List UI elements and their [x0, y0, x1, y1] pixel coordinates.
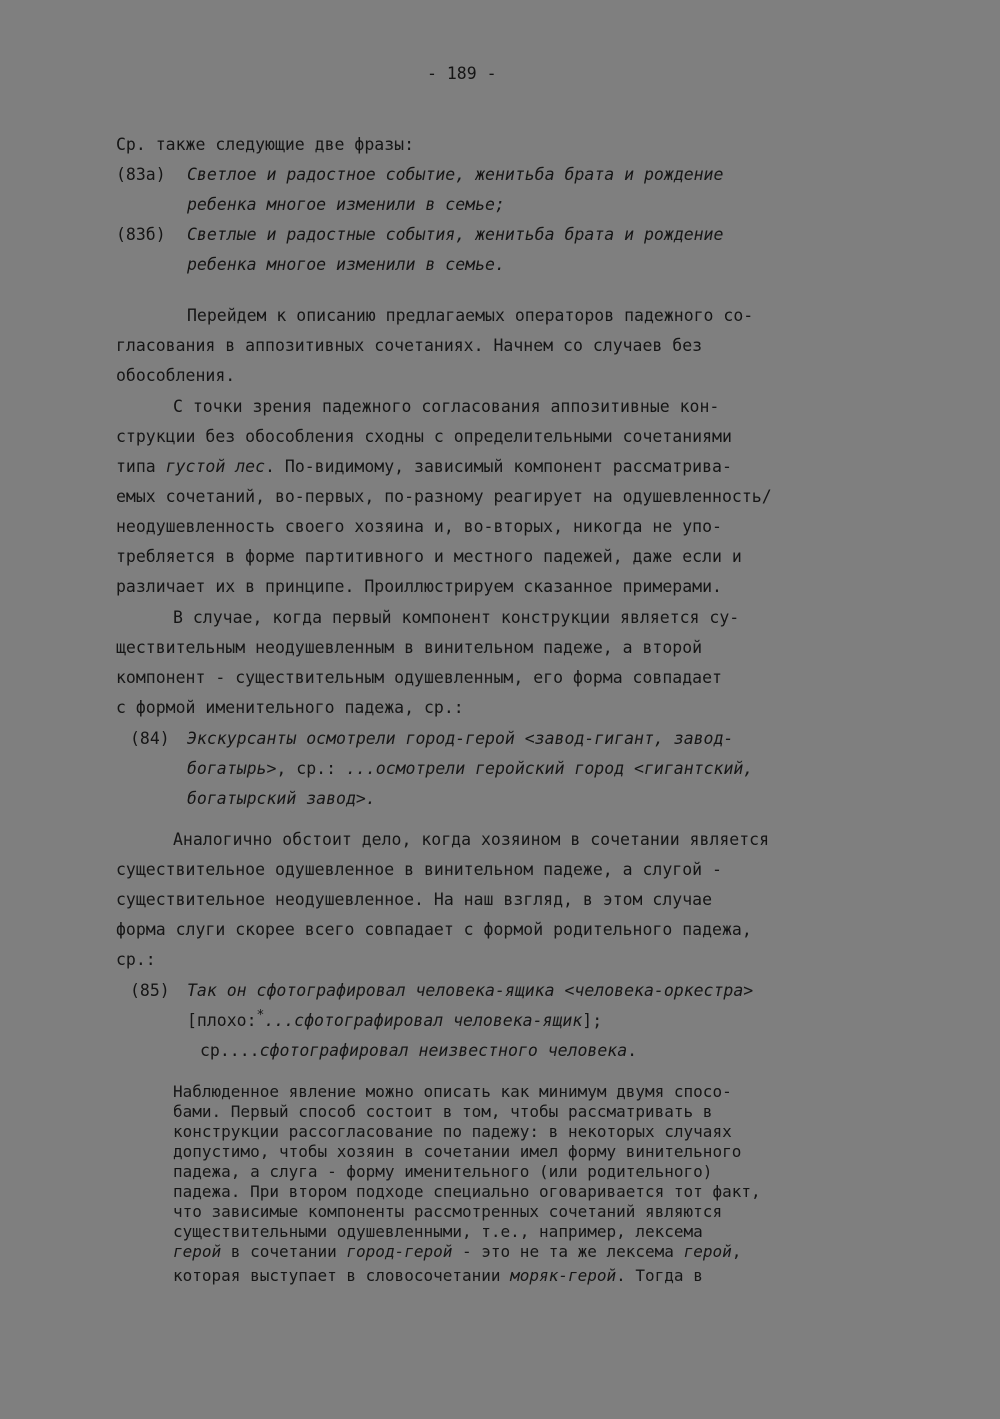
example-84-line-2 — [187, 759, 753, 779]
paragraph-1-line: гласования в аппозитивных сочетаниях. Начнем со случаев без — [116, 336, 703, 355]
example-83a-line-2: ребенка многое изменили в семье; — [187, 195, 505, 214]
example-85-line-1: Так он сфотографировал человека-ящика <человека-оркестра> — [187, 981, 754, 1000]
text-run: которая выступает в словосочетании — [173, 1266, 511, 1285]
text-run: . — [627, 1041, 638, 1060]
italic-term: ...осмотрели геройский город <гигантский, — [345, 759, 754, 778]
paragraph-2-line: емых сочетаний, во-первых, по-разному реагирует на одушевленность/ — [116, 487, 772, 506]
example-83b-line-1: Светлые и радостные события, женитьба брата и рождение — [187, 225, 724, 244]
text-run: [плохо: — [187, 1011, 257, 1030]
paragraph-1-line: Перейдем к описанию предлагаемых операторов падежного со- — [187, 306, 754, 325]
paragraph-3-line: В случае, когда первый компонент конструкции является су- — [173, 608, 740, 627]
paragraph-5-line — [173, 1242, 741, 1262]
paragraph-5-line: допустимо, чтобы хозяин в сочетании имел форму винительного — [173, 1142, 742, 1161]
example-83a-number: (83а) — [116, 165, 166, 184]
text-run: в сочетании — [221, 1242, 347, 1261]
example-85-number: (85) — [130, 981, 170, 1000]
paragraph-5-line: Наблюденное явление можно описать как минимум двумя спосо- — [173, 1082, 732, 1101]
paragraph-4-line: существительное одушевленное в винительном падеже, а слугой - — [116, 860, 722, 879]
italic-term: густой лес — [165, 457, 266, 476]
page-number: - 189 - — [427, 64, 497, 83]
paragraph-2-line: требляется в форме партитивного и местного падежей, даже если и — [116, 547, 742, 566]
example-83a-line-1: Светлое и радостное событие, женитьба брата и рождение — [187, 165, 724, 184]
italic-term: герой — [683, 1242, 732, 1261]
italic-term: богатырь> — [187, 759, 277, 778]
paragraph-2-line: струкции без обособления сходны с определительными сочетаниями — [116, 427, 732, 446]
italic-term: сфотографировал неизвестного человека — [259, 1041, 628, 1060]
example-85-line-2 — [187, 1008, 603, 1033]
text-run: типа — [116, 457, 166, 476]
italic-term: герой — [173, 1242, 222, 1261]
paragraph-5-line: конструкции рассогласование по падежу: в некоторых случаях — [173, 1122, 732, 1141]
paragraph-5-line: существительными одушевленными, т.е., например, лексема — [173, 1222, 703, 1241]
paragraph-5-line: что зависимые компоненты рассмотренных сочетаний являются — [173, 1202, 723, 1221]
paragraph-4-line: форма слуги скорее всего совпадает с формой родительного падежа, — [116, 920, 752, 939]
paragraph-1-line: обособления. — [116, 366, 236, 385]
italic-term: ...сфотографировал человека-ящик — [264, 1011, 583, 1030]
intro-line: Ср. также следующие две фразы: — [116, 135, 415, 154]
paragraph-3-line: с формой именительного падежа, ср.: — [116, 698, 464, 717]
text-run: - это не та же лексема — [452, 1242, 684, 1261]
paragraph-4-line: существительное неодушевленное. На наш взгляд, в этом случае — [116, 890, 713, 909]
paragraph-2-line: различает их в принципе. Проиллюстрируем сказанное примерами. — [116, 577, 722, 596]
paragraph-5-line: бами. Первый способ состоит в том, чтобы рассматривать в — [173, 1102, 713, 1121]
paragraph-5-line: падежа. При втором подходе специально оговаривается тот факт, — [173, 1182, 761, 1201]
paragraph-4-line: Аналогично обстоит дело, когда хозяином в сочетании является — [173, 830, 770, 849]
example-83b-number: (83б) — [116, 225, 166, 244]
text-run: . Тогда в — [616, 1266, 703, 1285]
example-85-line-3 — [200, 1041, 637, 1061]
paragraph-4-line: ср.: — [116, 950, 156, 969]
paragraph-5-line — [173, 1266, 703, 1286]
text-run: . По-видимому, зависимый компонент рассматрива- — [265, 457, 732, 476]
italic-term: город-герой — [346, 1242, 453, 1261]
asterisk-mark: * — [256, 1008, 265, 1023]
paragraph-3-line: ществительным неодушевленным в винительном падеже, а второй — [116, 638, 703, 657]
example-84-line-3: богатырский завод>. — [187, 789, 376, 808]
example-84-line-1: Экскурсанты осмотрели город-герой <завод-гигант, завод- — [187, 729, 734, 748]
paragraph-3-line: компонент - существительным одушевленным, его форма совпадает — [116, 668, 722, 687]
example-83b-line-2: ребенка многое изменили в семье. — [187, 255, 505, 274]
text-run: ср.... — [200, 1041, 260, 1060]
text-run: ]; — [582, 1011, 603, 1030]
paragraph-5-line: падежа, а слуга - форму именительного (или родительного) — [173, 1162, 713, 1181]
paragraph-2-line — [116, 457, 732, 477]
paragraph-2-line: С точки зрения падежного согласования аппозитивные кон- — [173, 397, 720, 416]
italic-term: моряк-герой — [510, 1266, 617, 1285]
text-run: , — [731, 1242, 742, 1261]
paragraph-2-line: неодушевленность своего хозяина и, во-вторых, никогда не упо- — [116, 517, 722, 536]
text-run: , ср.: — [276, 759, 346, 778]
example-84-number: (84) — [130, 729, 170, 748]
